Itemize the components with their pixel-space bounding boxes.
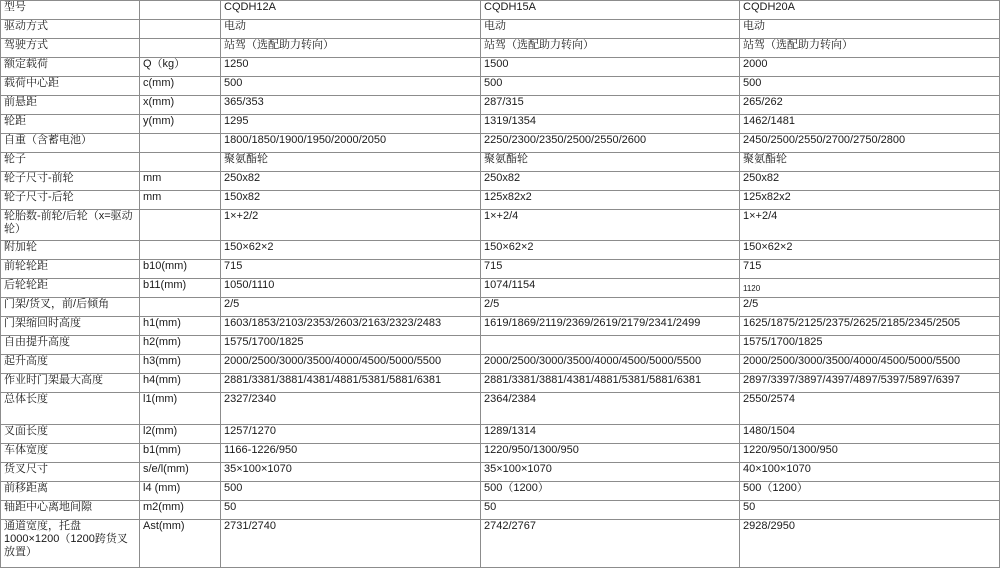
param-unit: c(mm) [140, 77, 221, 96]
value-cqdh12a: 150×62×2 [221, 241, 481, 260]
param-label: 自由提升高度 [1, 336, 140, 355]
param-unit [140, 298, 221, 317]
table-row [1, 58, 1000, 77]
table-row [1, 482, 1000, 501]
param-label: 叉面长度 [1, 425, 140, 444]
param-label: 前悬距 [1, 96, 140, 115]
value-cqdh20a: 1480/1504 [740, 425, 1000, 444]
value-cqdh12a: 1295 [221, 115, 481, 134]
param-unit: mm [140, 172, 221, 191]
value-cqdh15a: 250x82 [481, 172, 740, 191]
value-cqdh12a: 1050/1110 [221, 279, 481, 298]
value-cqdh20a: 2000/2500/3000/3500/4000/4500/5000/5500 [740, 355, 1000, 374]
table-row [1, 336, 1000, 355]
param-label: 总体长度 [1, 393, 140, 425]
value-cqdh15a: 站驾（选配助力转向） [481, 39, 740, 58]
value-cqdh15a: 1500 [481, 58, 740, 77]
value-cqdh15a: 1319/1354 [481, 115, 740, 134]
header-model-cqdh20a: CQDH20A [740, 1, 1000, 20]
table-row [1, 374, 1000, 393]
param-label: 轮子尺寸-前轮 [1, 172, 140, 191]
table-row [1, 444, 1000, 463]
param-unit: h4(mm) [140, 374, 221, 393]
table-row [1, 20, 1000, 39]
value-cqdh20a: 1×+2/4 [740, 210, 1000, 241]
param-label: 门架缩回时高度 [1, 317, 140, 336]
param-unit: l4 (mm) [140, 482, 221, 501]
param-label: 驱动方式 [1, 20, 140, 39]
value-cqdh12a: 50 [221, 501, 481, 520]
param-label: 轮距 [1, 115, 140, 134]
value-cqdh20a: 2000 [740, 58, 1000, 77]
value-cqdh20a: 1220/950/1300/950 [740, 444, 1000, 463]
param-unit: l1(mm) [140, 393, 221, 425]
value-cqdh15a: 1×+2/4 [481, 210, 740, 241]
value-cqdh12a: 1250 [221, 58, 481, 77]
param-label: 轮胎数-前轮/后轮（x=驱动轮） [1, 210, 140, 241]
value-cqdh20a: 2928/2950 [740, 520, 1000, 568]
value-cqdh12a: 250x82 [221, 172, 481, 191]
value-cqdh20a: 50 [740, 501, 1000, 520]
value-cqdh12a: 1800/1850/1900/1950/2000/2050 [221, 134, 481, 153]
value-cqdh12a: 1257/1270 [221, 425, 481, 444]
table-row [1, 260, 1000, 279]
value-cqdh20a: 2550/2574 [740, 393, 1000, 425]
value-cqdh20a: 40×100×1070 [740, 463, 1000, 482]
header-model-cqdh15a: CQDH15A [481, 1, 740, 20]
table-row [1, 115, 1000, 134]
table-row [1, 96, 1000, 115]
param-unit [140, 153, 221, 172]
table-row [1, 501, 1000, 520]
value-cqdh12a: 1575/1700/1825 [221, 336, 481, 355]
param-unit: b1(mm) [140, 444, 221, 463]
value-cqdh15a: 2364/2384 [481, 393, 740, 425]
value-cqdh20a: 站驾（选配助力转向） [740, 39, 1000, 58]
param-label: 前移距离 [1, 482, 140, 501]
value-cqdh15a: 聚氨酯轮 [481, 153, 740, 172]
value-cqdh12a: 1×+2/2 [221, 210, 481, 241]
value-cqdh15a: 125x82x2 [481, 191, 740, 210]
param-unit [140, 39, 221, 58]
param-label: 车体宽度 [1, 444, 140, 463]
param-unit: h2(mm) [140, 336, 221, 355]
value-cqdh20a: 电动 [740, 20, 1000, 39]
value-cqdh15a: 电动 [481, 20, 740, 39]
param-label: 门架/货叉，前/后倾角 [1, 298, 140, 317]
param-unit: Ast(mm) [140, 520, 221, 568]
value-cqdh15a: 1074/1154 [481, 279, 740, 298]
param-unit: h3(mm) [140, 355, 221, 374]
value-cqdh20a: 2897/3397/3897/4397/4897/5397/5897/6397 [740, 374, 1000, 393]
value-cqdh12a: 715 [221, 260, 481, 279]
param-label: 附加轮 [1, 241, 140, 260]
value-cqdh12a: 365/353 [221, 96, 481, 115]
header-unit [140, 1, 221, 20]
value-cqdh15a: 500 [481, 77, 740, 96]
value-cqdh20a: 500（1200） [740, 482, 1000, 501]
param-label: 通道宽度，托盘1000×1200（1200跨货叉放置） [1, 520, 140, 568]
table-row [1, 134, 1000, 153]
value-cqdh12a: 500 [221, 482, 481, 501]
param-label: 起升高度 [1, 355, 140, 374]
value-cqdh15a: 287/315 [481, 96, 740, 115]
value-cqdh15a: 2250/2300/2350/2500/2550/2600 [481, 134, 740, 153]
value-cqdh12a: 2327/2340 [221, 393, 481, 425]
value-cqdh20a: 250x82 [740, 172, 1000, 191]
value-cqdh15a: 2000/2500/3000/3500/4000/4500/5000/5500 [481, 355, 740, 374]
table-row [1, 298, 1000, 317]
value-cqdh15a: 1220/950/1300/950 [481, 444, 740, 463]
param-label: 额定载荷 [1, 58, 140, 77]
param-label: 载荷中心距 [1, 77, 140, 96]
param-label: 作业时门架最大高度 [1, 374, 140, 393]
value-cqdh20a: 715 [740, 260, 1000, 279]
value-cqdh12a: 2000/2500/3000/3500/4000/4500/5000/5500 [221, 355, 481, 374]
table-row [1, 210, 1000, 241]
value-cqdh15a [481, 336, 740, 355]
param-label: 后轮轮距 [1, 279, 140, 298]
value-cqdh20a: 1120 [740, 279, 1000, 298]
param-label: 轮子尺寸-后轮 [1, 191, 140, 210]
value-cqdh15a: 1289/1314 [481, 425, 740, 444]
value-cqdh12a: 1603/1853/2103/2353/2603/2163/2323/2483 [221, 317, 481, 336]
value-cqdh12a: 站驾（选配助力转向） [221, 39, 481, 58]
header-model-label: 型号 [1, 1, 140, 20]
value-cqdh20a: 2/5 [740, 298, 1000, 317]
table-row [1, 279, 1000, 298]
table-row [1, 241, 1000, 260]
table-row [1, 463, 1000, 482]
value-cqdh20a: 500 [740, 77, 1000, 96]
param-unit: l2(mm) [140, 425, 221, 444]
value-cqdh15a: 35×100×1070 [481, 463, 740, 482]
param-unit: x(mm) [140, 96, 221, 115]
value-cqdh20a: 1575/1700/1825 [740, 336, 1000, 355]
value-cqdh20a: 265/262 [740, 96, 1000, 115]
param-unit: b11(mm) [140, 279, 221, 298]
table-row [1, 425, 1000, 444]
value-cqdh15a: 500（1200） [481, 482, 740, 501]
param-unit: y(mm) [140, 115, 221, 134]
value-cqdh12a: 2731/2740 [221, 520, 481, 568]
table-row [1, 153, 1000, 172]
value-cqdh12a: 150x82 [221, 191, 481, 210]
value-cqdh12a: 2881/3381/3881/4381/4881/5381/5881/6381 [221, 374, 481, 393]
param-unit: Q（kg） [140, 58, 221, 77]
param-unit: h1(mm) [140, 317, 221, 336]
value-cqdh20a: 1462/1481 [740, 115, 1000, 134]
table-row [1, 317, 1000, 336]
param-label: 轴距中心离地间隙 [1, 501, 140, 520]
value-cqdh12a: 聚氨酯轮 [221, 153, 481, 172]
param-unit [140, 241, 221, 260]
value-cqdh12a: 35×100×1070 [221, 463, 481, 482]
param-unit: mm [140, 191, 221, 210]
param-unit [140, 210, 221, 241]
value-cqdh12a: 1166-1226/950 [221, 444, 481, 463]
param-unit [140, 20, 221, 39]
value-cqdh15a: 2742/2767 [481, 520, 740, 568]
value-cqdh15a: 2881/3381/3881/4381/4881/5381/5881/6381 [481, 374, 740, 393]
param-unit: m2(mm) [140, 501, 221, 520]
value-cqdh12a: 电动 [221, 20, 481, 39]
value-cqdh20a: 2450/2500/2550/2700/2750/2800 [740, 134, 1000, 153]
value-cqdh15a: 715 [481, 260, 740, 279]
header-row [1, 1, 1000, 20]
table-row [1, 191, 1000, 210]
value-cqdh12a: 2/5 [221, 298, 481, 317]
value-cqdh12a: 500 [221, 77, 481, 96]
value-cqdh15a: 2/5 [481, 298, 740, 317]
table-row [1, 520, 1000, 568]
table-row [1, 393, 1000, 425]
value-cqdh15a: 1619/1869/2119/2369/2619/2179/2341/2499 [481, 317, 740, 336]
value-cqdh20a: 150×62×2 [740, 241, 1000, 260]
table-row [1, 172, 1000, 191]
table-row [1, 355, 1000, 374]
value-cqdh15a: 50 [481, 501, 740, 520]
value-cqdh20a: 1625/1875/2125/2375/2625/2185/2345/2505 [740, 317, 1000, 336]
param-unit [140, 134, 221, 153]
param-unit: s/e/l(mm) [140, 463, 221, 482]
param-label: 前轮轮距 [1, 260, 140, 279]
value-cqdh15a: 150×62×2 [481, 241, 740, 260]
table-row [1, 77, 1000, 96]
param-label: 驾驶方式 [1, 39, 140, 58]
param-unit: b10(mm) [140, 260, 221, 279]
value-cqdh20a: 125x82x2 [740, 191, 1000, 210]
value-cqdh20a: 聚氨酯轮 [740, 153, 1000, 172]
param-label: 货叉尺寸 [1, 463, 140, 482]
header-model-cqdh12a: CQDH12A [221, 1, 481, 20]
param-label: 自重（含蓄电池） [1, 134, 140, 153]
table-row [1, 39, 1000, 58]
param-label: 轮子 [1, 153, 140, 172]
